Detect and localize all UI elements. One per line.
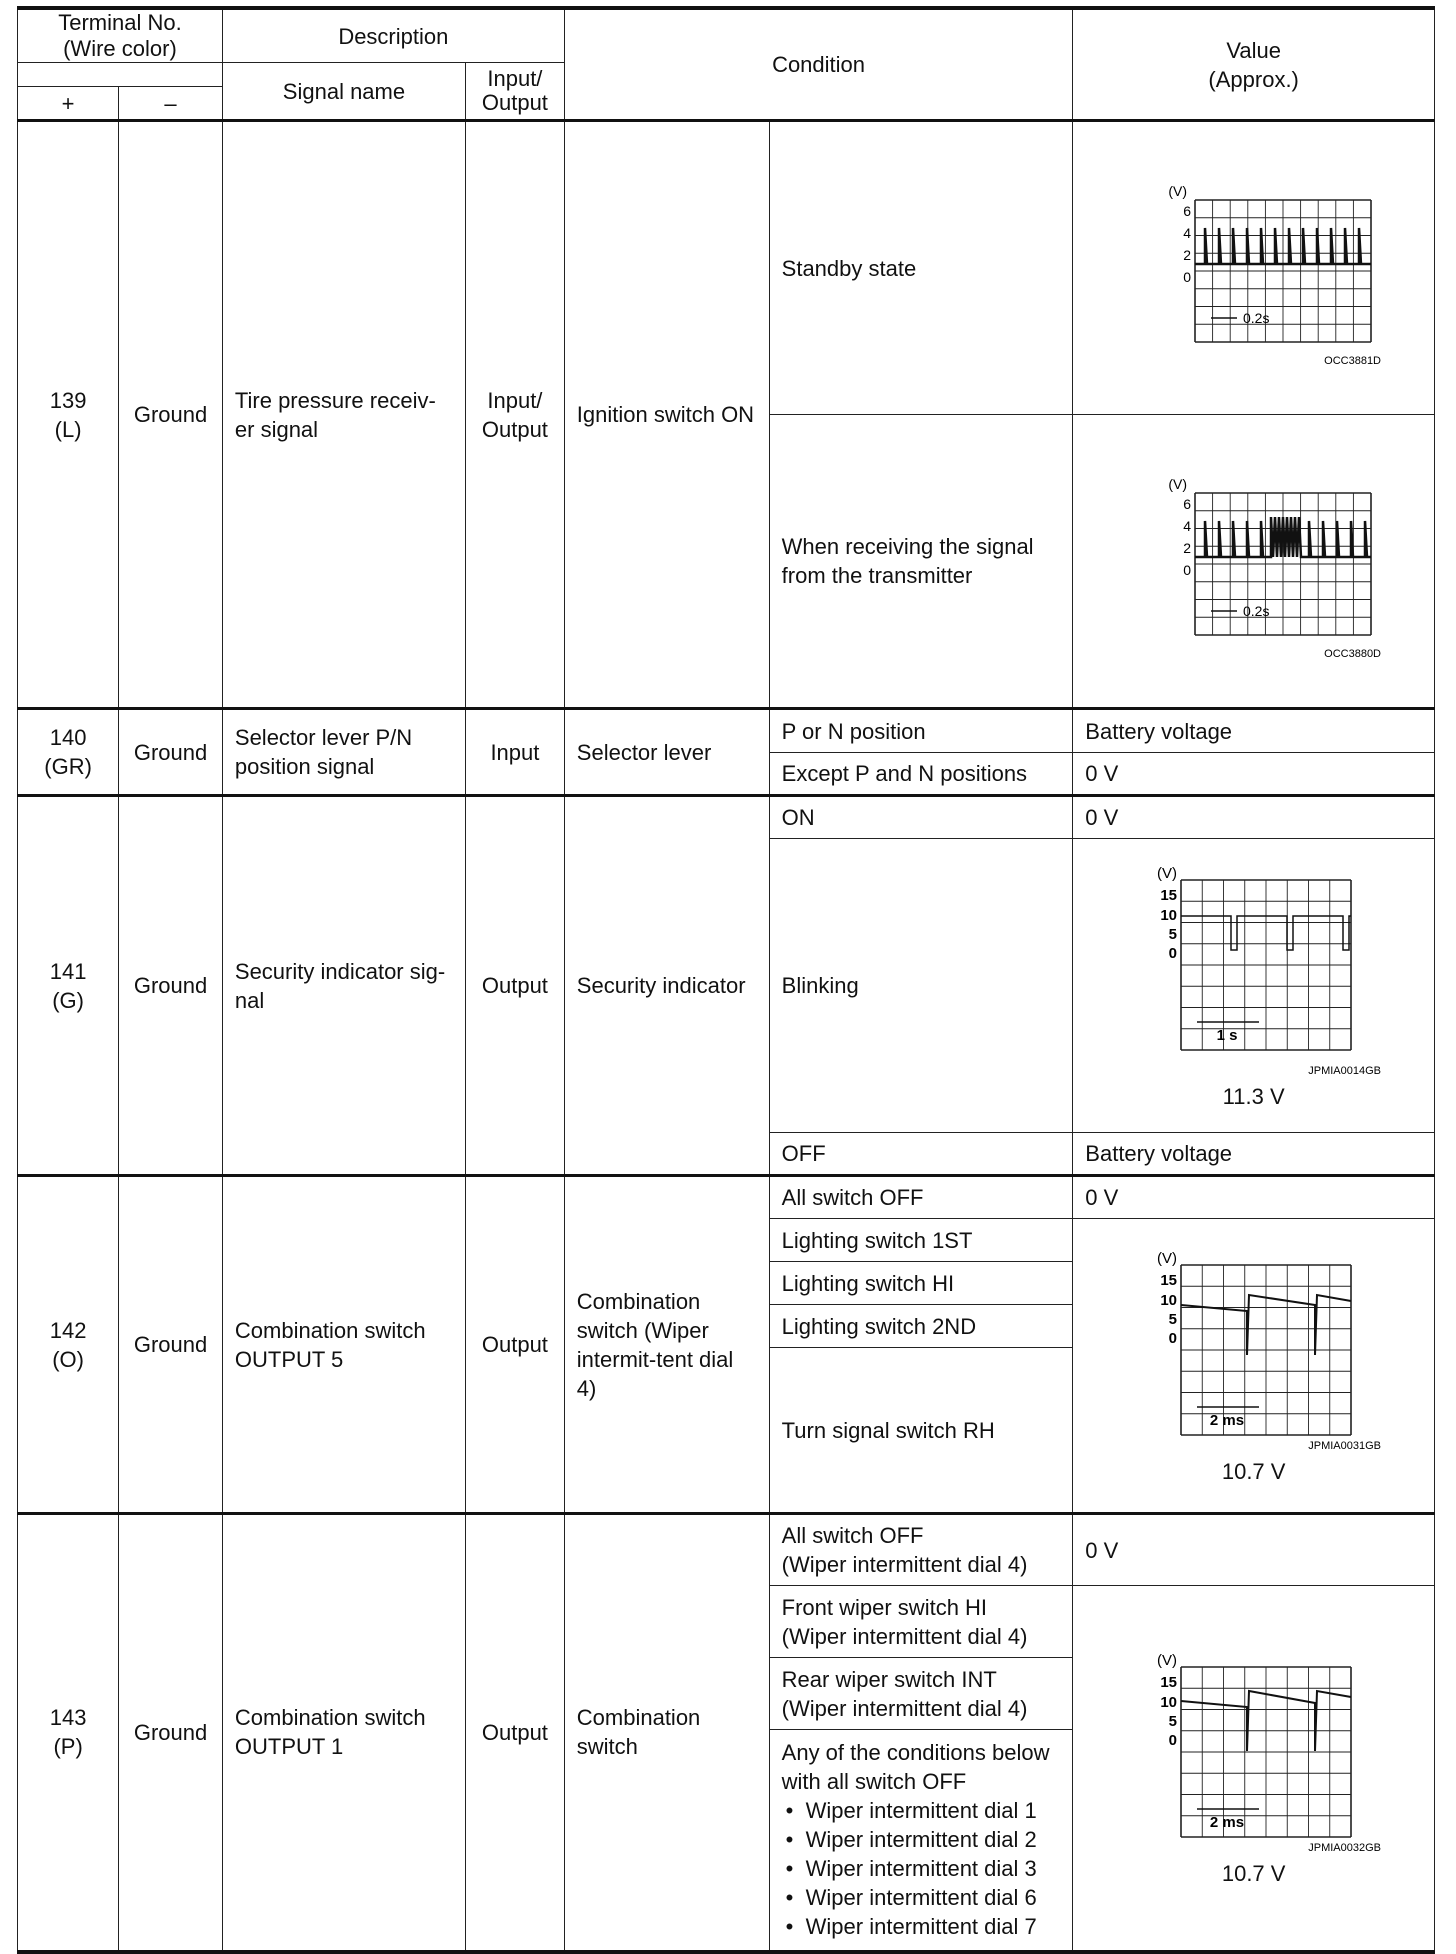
terminal-no-header: Terminal No. (Wire color) bbox=[18, 8, 223, 63]
signal-name-header: Signal name bbox=[222, 63, 465, 121]
time-scale-label: 2 ms bbox=[1209, 1412, 1244, 1429]
condition-cell: Security indicator bbox=[564, 796, 769, 1176]
signal-name-cell: Tire pressure receiv-er signal bbox=[222, 121, 465, 709]
list-item: • Wiper intermittent dial 6 bbox=[782, 1883, 1061, 1912]
y-tick-label: 10 bbox=[1159, 1694, 1177, 1712]
sub-condition-cell: Lighting switch HI bbox=[769, 1262, 1073, 1305]
oscilloscope-grid bbox=[1195, 200, 1371, 342]
value-cell: 0 V bbox=[1073, 796, 1435, 839]
signal-name-cell: Selector lever P/N position signal bbox=[222, 709, 465, 796]
sub-condition-cell: All switch OFF bbox=[769, 1176, 1073, 1219]
terminal-cell: 142 (O) bbox=[18, 1176, 119, 1514]
ground-cell: Ground bbox=[119, 709, 223, 796]
header-row-1 bbox=[18, 8, 1435, 63]
plus-header: + bbox=[18, 87, 119, 121]
sub-condition-cell: Blinking bbox=[769, 839, 1073, 1133]
waveform-cell bbox=[1073, 121, 1435, 415]
y-tick-label: 15 bbox=[1159, 887, 1177, 904]
y-tick-label: 0 bbox=[1168, 1330, 1177, 1347]
time-scale-label: 1 s bbox=[1216, 1027, 1238, 1044]
value-header: Value (Approx.) bbox=[1073, 8, 1435, 121]
y-tick-label: 6 bbox=[1182, 496, 1191, 512]
y-tick-label: 4 bbox=[1182, 518, 1191, 534]
condition-header: Condition bbox=[564, 8, 1073, 121]
terminal-cell: 139 (L) bbox=[18, 121, 119, 709]
y-tick-label: 0 bbox=[1182, 562, 1191, 578]
list-item: • Wiper intermittent dial 1 bbox=[782, 1796, 1061, 1825]
value-caption: 10.7 V bbox=[1221, 1861, 1286, 1887]
sub-condition-cell: All switch OFF (Wiper intermittent dial 4) bbox=[769, 1514, 1073, 1586]
figure-id: JPMIA0014GB bbox=[1307, 1065, 1381, 1077]
value-cell: 0 V bbox=[1073, 1176, 1435, 1219]
table-row bbox=[18, 1514, 1435, 1586]
sub-condition-cell: Lighting switch 2ND bbox=[769, 1305, 1073, 1348]
condition-cell: Combination switch (Wiper intermit-tent dial 4) bbox=[564, 1176, 769, 1514]
y-tick-label: 5 bbox=[1168, 1311, 1177, 1328]
waveform-cell bbox=[1073, 1219, 1435, 1514]
waveform-tpms-receiving bbox=[1119, 461, 1389, 661]
value-cell: 0 V bbox=[1073, 753, 1435, 796]
io-cell: Input bbox=[466, 709, 565, 796]
sub-condition-cell: Front wiper switch HI (Wiper intermittent dial 4) bbox=[769, 1586, 1073, 1658]
terminal-cell: 140 (GR) bbox=[18, 709, 119, 796]
value-caption: 11.3 V bbox=[1222, 1084, 1285, 1109]
time-scale-label: 2 ms bbox=[1209, 1814, 1244, 1832]
waveform-cell bbox=[1073, 1586, 1435, 1952]
value-caption: 10.7 V bbox=[1221, 1459, 1286, 1484]
sub-condition-cell: Lighting switch 1ST bbox=[769, 1219, 1073, 1262]
terminal-cell: 143 (P) bbox=[18, 1514, 119, 1952]
list-item: • Wiper intermittent dial 7 bbox=[782, 1912, 1061, 1941]
table-row bbox=[18, 1176, 1435, 1219]
y-tick-label: 10 bbox=[1159, 1292, 1177, 1309]
sub-condition-cell: When receiving the signal from the transmitter bbox=[769, 415, 1073, 709]
waveform-cell bbox=[1073, 839, 1435, 1133]
io-cell: Output bbox=[466, 796, 565, 1176]
y-unit-label: (V) bbox=[1156, 1652, 1177, 1670]
ground-cell: Ground bbox=[119, 796, 223, 1176]
sub-condition-cell: OFF bbox=[769, 1133, 1073, 1176]
description-header: Description bbox=[222, 8, 564, 63]
oscilloscope-grid bbox=[1181, 880, 1351, 1050]
sub-condition-cell: ON bbox=[769, 796, 1073, 839]
waveform-tpms-standby bbox=[1119, 168, 1389, 368]
ground-cell: Ground bbox=[119, 121, 223, 709]
figure-id: OCC3880D bbox=[1323, 648, 1381, 660]
io-cell: Output bbox=[466, 1176, 565, 1514]
minus-header: – bbox=[119, 87, 223, 121]
sub-condition-cell: P or N position bbox=[769, 709, 1073, 753]
list-item: • Wiper intermittent dial 3 bbox=[782, 1854, 1061, 1883]
oscilloscope-grid bbox=[1181, 1265, 1351, 1435]
sub-condition-cell: Any of the conditions below with all switch OFF • Wiper intermittent dial 1 • Wiper intermittent dial 2 • Wiper intermittent dial 3 • Wiper intermittent dial 6 • Wiper intermittent dial 7 bbox=[769, 1730, 1073, 1952]
y-tick-label: 5 bbox=[1168, 926, 1177, 943]
table-row bbox=[18, 121, 1435, 415]
io-cell: Input/ Output bbox=[466, 121, 565, 709]
y-tick-label: 0 bbox=[1182, 269, 1191, 285]
waveform-security-blinking bbox=[1119, 860, 1389, 1080]
y-unit-label: (V) bbox=[1156, 1250, 1177, 1267]
y-unit-label: (V) bbox=[1156, 865, 1177, 882]
table-row bbox=[18, 796, 1435, 839]
sub-condition-cell: Turn signal switch RH bbox=[769, 1348, 1073, 1514]
waveform-combination-output1 bbox=[1119, 1647, 1389, 1857]
y-unit-label: (V) bbox=[1167, 476, 1187, 492]
bullet-list bbox=[782, 1796, 1061, 1941]
y-tick-label: 0 bbox=[1168, 945, 1177, 962]
oscilloscope-grid bbox=[1195, 493, 1371, 635]
io-header: Input/ Output bbox=[466, 63, 565, 121]
y-tick-label: 2 bbox=[1182, 247, 1191, 263]
sub-condition-cell: Rear wiper switch INT (Wiper intermittent dial 4) bbox=[769, 1658, 1073, 1730]
condition-cell: Combination switch bbox=[564, 1514, 769, 1952]
y-tick-label: 15 bbox=[1159, 1272, 1177, 1289]
sub-condition-cell: Except P and N positions bbox=[769, 753, 1073, 796]
signal-name-cell: Combination switch OUTPUT 1 bbox=[222, 1514, 465, 1952]
value-cell: Battery voltage bbox=[1073, 709, 1435, 753]
io-cell: Output bbox=[466, 1514, 565, 1952]
table-row bbox=[18, 709, 1435, 753]
y-tick-label: 6 bbox=[1182, 203, 1191, 219]
y-tick-label: 2 bbox=[1182, 540, 1191, 556]
y-tick-label: 5 bbox=[1168, 1713, 1177, 1731]
y-tick-label: 15 bbox=[1159, 1674, 1177, 1692]
list-item: • Wiper intermittent dial 2 bbox=[782, 1825, 1061, 1854]
value-cell: Battery voltage bbox=[1073, 1133, 1435, 1176]
y-tick-label: 0 bbox=[1168, 1732, 1177, 1750]
time-scale-label: 0.2s bbox=[1242, 603, 1270, 619]
figure-id: JPMIA0032GB bbox=[1307, 1842, 1381, 1855]
waveform-combination-output5 bbox=[1119, 1245, 1389, 1455]
time-scale-label: 0.2s bbox=[1242, 310, 1270, 326]
figure-id: JPMIA0031GB bbox=[1307, 1440, 1381, 1452]
waveform-cell bbox=[1073, 415, 1435, 709]
signal-name-cell: Security indicator sig-nal bbox=[222, 796, 465, 1176]
ground-cell: Ground bbox=[119, 1176, 223, 1514]
y-tick-label: 10 bbox=[1159, 907, 1177, 924]
ground-cell: Ground bbox=[119, 1514, 223, 1952]
terminal-cell: 141 (G) bbox=[18, 796, 119, 1176]
condition-cell: Selector lever bbox=[564, 709, 769, 796]
y-tick-label: 4 bbox=[1182, 225, 1191, 241]
terminal-no-spacer bbox=[18, 63, 223, 87]
signal-name-cell: Combination switch OUTPUT 5 bbox=[222, 1176, 465, 1514]
figure-id: OCC3881D bbox=[1323, 355, 1381, 367]
terminal-spec-table bbox=[17, 6, 1435, 1954]
condition-cell: Ignition switch ON bbox=[564, 121, 769, 709]
value-cell: 0 V bbox=[1073, 1514, 1435, 1586]
sub-condition-cell: Standby state bbox=[769, 121, 1073, 415]
y-unit-label: (V) bbox=[1167, 183, 1187, 199]
